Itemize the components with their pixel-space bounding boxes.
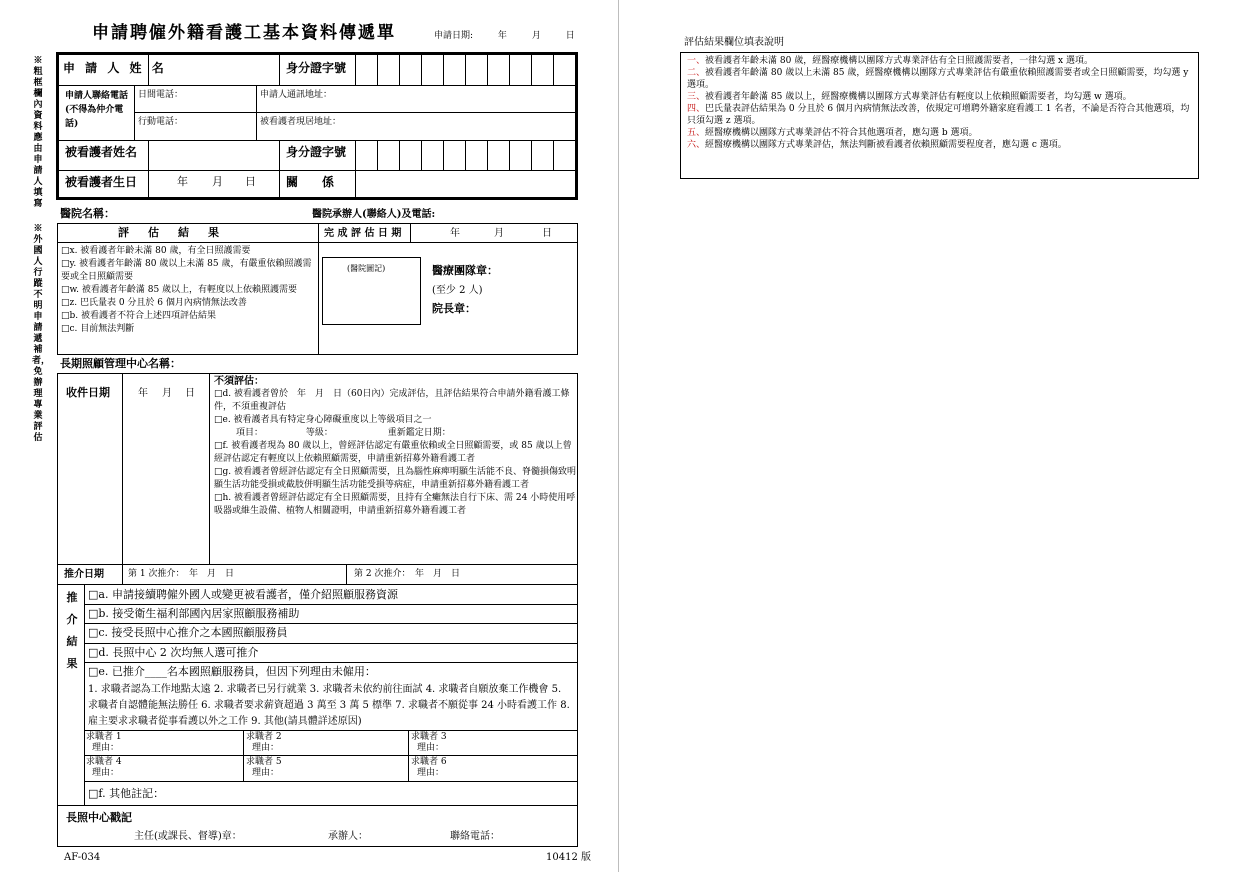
contact-phone-label: 申請人聯絡電話(不得為仲介電話) (65, 91, 129, 129)
apply-date (434, 28, 597, 41)
patient-address-label: 被看護者現居地址： (260, 117, 342, 127)
referral-2: 第 2 次推介： 年 月 日 (354, 569, 460, 579)
no-eval-option-h[interactable]: □h. 被看護者曾經評估認定有全日照顧需要，且持有全癱無法自行下床、需 24 小時使用呼吸器或維生設備、植物人相關證明，申請重新招募外籍看護工者 (214, 493, 576, 516)
applicant-address-label: 申請人通訊地址： (260, 90, 333, 100)
director-stamp-label: 院長章： (432, 302, 476, 315)
no-eval-option-f[interactable]: □f. 被看護者現為 80 歲以上，曾經評估認定有嚴重依賴或全日照顧需要，或 85 歲以上曾經評估認定有輕度以上依賴照顧需要，申請重新招募外籍看護工者 (214, 441, 572, 464)
no-eval-option-e[interactable]: □e. 被看護者具有特定身心障礙重度以上等級項目之一 (214, 415, 432, 425)
birth-day: 日 (245, 175, 256, 188)
level-label: 等級： (305, 428, 333, 438)
legend-item-6: 六、經醫療機構以團隊方式專業評估，無法判斷被看護者依賴照顧需要程度者，應勾選 c 選項。 (687, 140, 1067, 150)
hospital-stamp-box (322, 257, 421, 325)
apply-date-day: 日 (565, 31, 575, 41)
eval-option-c[interactable]: □c. 目前無法判斷 (61, 324, 135, 334)
eval-option-z[interactable]: □z. 巴氏量表 0 分且於 6 個月內病情無法改善 (61, 298, 247, 308)
ltc-center-name-label: 長期照顧管理中心名稱： (60, 357, 181, 370)
item-label: 項目： (236, 428, 264, 438)
no-eval-item-row (214, 427, 576, 440)
legend-item-4: 四、巴氏量表評估結果為 0 分且於 6 個月內病情無法改善，依規定可增聘外籍家庭看護工 1 名者，不論是否符合其他選項，均只須勾選 z 選項。 (687, 104, 1190, 126)
day-phone-label: 日間電話： (138, 90, 184, 100)
recv-year: 年 (138, 388, 148, 399)
ltc-stamp-section (57, 805, 578, 847)
eval-month: 月 (494, 228, 504, 239)
referral-date-label: 推介日期 (64, 569, 104, 580)
hospital-stamp-label: (醫院圖記) (347, 264, 386, 273)
eval-date-label: 完 成 評 估 日 期 (324, 228, 402, 239)
legend-box (680, 52, 1199, 179)
applicant-id-field[interactable] (355, 55, 575, 85)
side-note-missing: ※外國人行蹤不明申請遞補者，免辦理專業評估 (32, 224, 51, 443)
applicant-section (56, 52, 578, 200)
apply-date-year: 年 (497, 31, 507, 41)
birth-year: 年 (177, 175, 188, 188)
job-seeker-4: 求職者 4 理由： (86, 757, 122, 778)
hospital-contact-label: 醫院承辦人(聯絡人)及電話: (312, 209, 436, 220)
supervisor-label: 主任(或課長、督導)章： (134, 831, 242, 842)
eval-option-w[interactable]: □w. 被看護者年齡滿 85 歲以上，有輕度以上依賴照護需要 (61, 285, 298, 295)
job-seeker-3: 求職者 3 理由： (411, 732, 447, 753)
legend-item-1: 一、被看護者年齡未滿 80 歲，經醫療機構以團隊方式專業評估有全日照護需要者，一律勾選 x 選項。 (687, 56, 1093, 66)
applicant-name-label: 申 請 人 姓 名 (63, 61, 167, 75)
eval-day: 日 (542, 228, 552, 239)
referral-1: 第 1 次推介： 年 月 日 (128, 569, 234, 579)
mobile-phone-label: 行動電話： (138, 117, 184, 127)
legend-item-2: 二、被看護者年齡滿 80 歲以上未滿 85 歲，經醫療機構以團隊方式專業評估有嚴重依賴照護需要者或全日照顧需要，均勾選 y 選項。 (687, 68, 1189, 90)
ltc-section (57, 373, 578, 565)
job-seeker-6: 求職者 6 理由： (411, 757, 447, 778)
referral-option-a[interactable]: □a. 申請接續聘僱外國人或變更被看護者，僅介紹照顧服務資源 (88, 588, 398, 601)
eval-option-x[interactable]: □x. 被看護者年齡未滿 80 歲，有全日照護需要 (61, 246, 251, 256)
team-stamp-label: 醫療團隊章： (432, 264, 498, 277)
legend-title: 評估結果欄位填表說明 (684, 37, 784, 48)
legend-list (681, 53, 1198, 151)
no-eval-option-g[interactable]: □g. 被看護者曾經評估認定有全日照顧需要，且為腦性麻痺明顯生活能不良、脊髓損傷致明顯生活功能受損或截肢併明顯生活功能受損等病症，申請重新招募外籍看護工者 (214, 467, 576, 490)
patient-name-label: 被看護者姓名 (65, 145, 138, 159)
ltc-stamp-label: 長照中心戳記 (66, 811, 132, 824)
unhired-reasons: 1. 求職者認為工作地點太遠 2. 求職者已另行就業 3. 求職者未依約前往面試 4. 求職者自願放棄工作機會 5. 求職者自認體能無法勝任 6. 求職者要求薪資超過 3 萬至 3 萬 5 標準 7. 求職者不願從事 24 小時看護工作 8. 雇主要求求職者從事看護以外之工作 9. 其他(請具體詳述原因) (88, 684, 570, 727)
form-title: 申請聘僱外籍看護工基本資料傳遞單 (92, 23, 396, 43)
receive-date-label: 收件日期 (66, 386, 110, 399)
apply-date-month: 月 (531, 31, 541, 41)
contact-tel-label: 聯絡電話： (450, 831, 500, 842)
eval-result-header: 評 估 結 果 (118, 226, 223, 239)
recv-month: 月 (162, 388, 172, 399)
relation-field[interactable] (357, 172, 573, 196)
referral-result-section (57, 584, 578, 806)
form-code: AF-034 (64, 852, 101, 863)
referral-option-d[interactable]: □d. 長照中心 2 次均無人選可推介 (88, 646, 259, 659)
eval-option-y[interactable]: □y. 被看護者年齡滿 80 歲以上未滿 85 歲，有嚴重依賴照護需要或全日照顧需要 (61, 259, 312, 282)
birth-month: 月 (212, 175, 223, 188)
patient-name-field[interactable] (149, 142, 277, 168)
applicant-name-field[interactable] (149, 57, 277, 83)
no-eval-label: 不須評估： (214, 376, 264, 387)
referral-result-label: 推 介 結 果 (66, 591, 78, 670)
job-seeker-1: 求職者 1 理由： (86, 732, 122, 753)
applicant-id-label: 身分證字號 (286, 61, 347, 75)
form-version: 10412 版 (546, 852, 591, 863)
handler-label: 承辦人： (328, 831, 368, 842)
legend-item-3: 三、被看護者年齡滿 85 歲以上，經醫療機構以團隊方式專業評估有輕度以上依賴照顧需要者，均勾選 w 選項。 (687, 92, 1132, 102)
hospital-name-label: 醫院名稱： (60, 207, 115, 220)
patient-birth-label: 被看護者生日 (65, 175, 138, 189)
patient-id-field[interactable] (355, 140, 575, 170)
job-seeker-2: 求職者 2 理由： (246, 732, 282, 753)
evaluation-section (57, 223, 578, 355)
referral-date-row (57, 564, 578, 585)
relation-label: 關 係 (286, 175, 335, 189)
apply-date-label: 申請日期: (434, 31, 474, 41)
eval-options-list (61, 245, 315, 336)
reassess-label: 重新鑑定日期： (387, 428, 451, 438)
referral-option-f[interactable]: □f. 其他註記： (88, 787, 165, 800)
recv-day: 日 (185, 388, 195, 399)
team-min-label: (至少 2 人) (432, 285, 483, 296)
side-note-applicant: ※粗框欄內資料應由申請人填寫 (33, 56, 43, 209)
referral-option-b[interactable]: □b. 接受衛生福利部國內居家照顧服務補助 (88, 607, 300, 620)
referral-option-c[interactable]: □c. 接受長照中心推介之本國照顧服務員 (88, 626, 288, 639)
no-eval-block (214, 375, 576, 518)
referral-option-e[interactable]: □e. 已推介____名本國照顧服務員，但因下列理由未僱用： (88, 665, 376, 678)
legend-item-5: 五、經醫療機構以團隊方式專業評估不符合其他選項者，應勾選 b 選項。 (687, 128, 978, 138)
no-eval-option-d[interactable]: □d. 被看護者曾於 年 月 日（60日內）完成評估，且評估結果符合申請外籍看護工條件，不須重複評估 (214, 389, 570, 412)
job-seeker-5: 求職者 5 理由： (246, 757, 282, 778)
patient-id-label: 身分證字號 (286, 145, 347, 159)
eval-year: 年 (450, 228, 460, 239)
eval-option-b[interactable]: □b. 被看護者不符合上述四項評估結果 (61, 311, 216, 321)
